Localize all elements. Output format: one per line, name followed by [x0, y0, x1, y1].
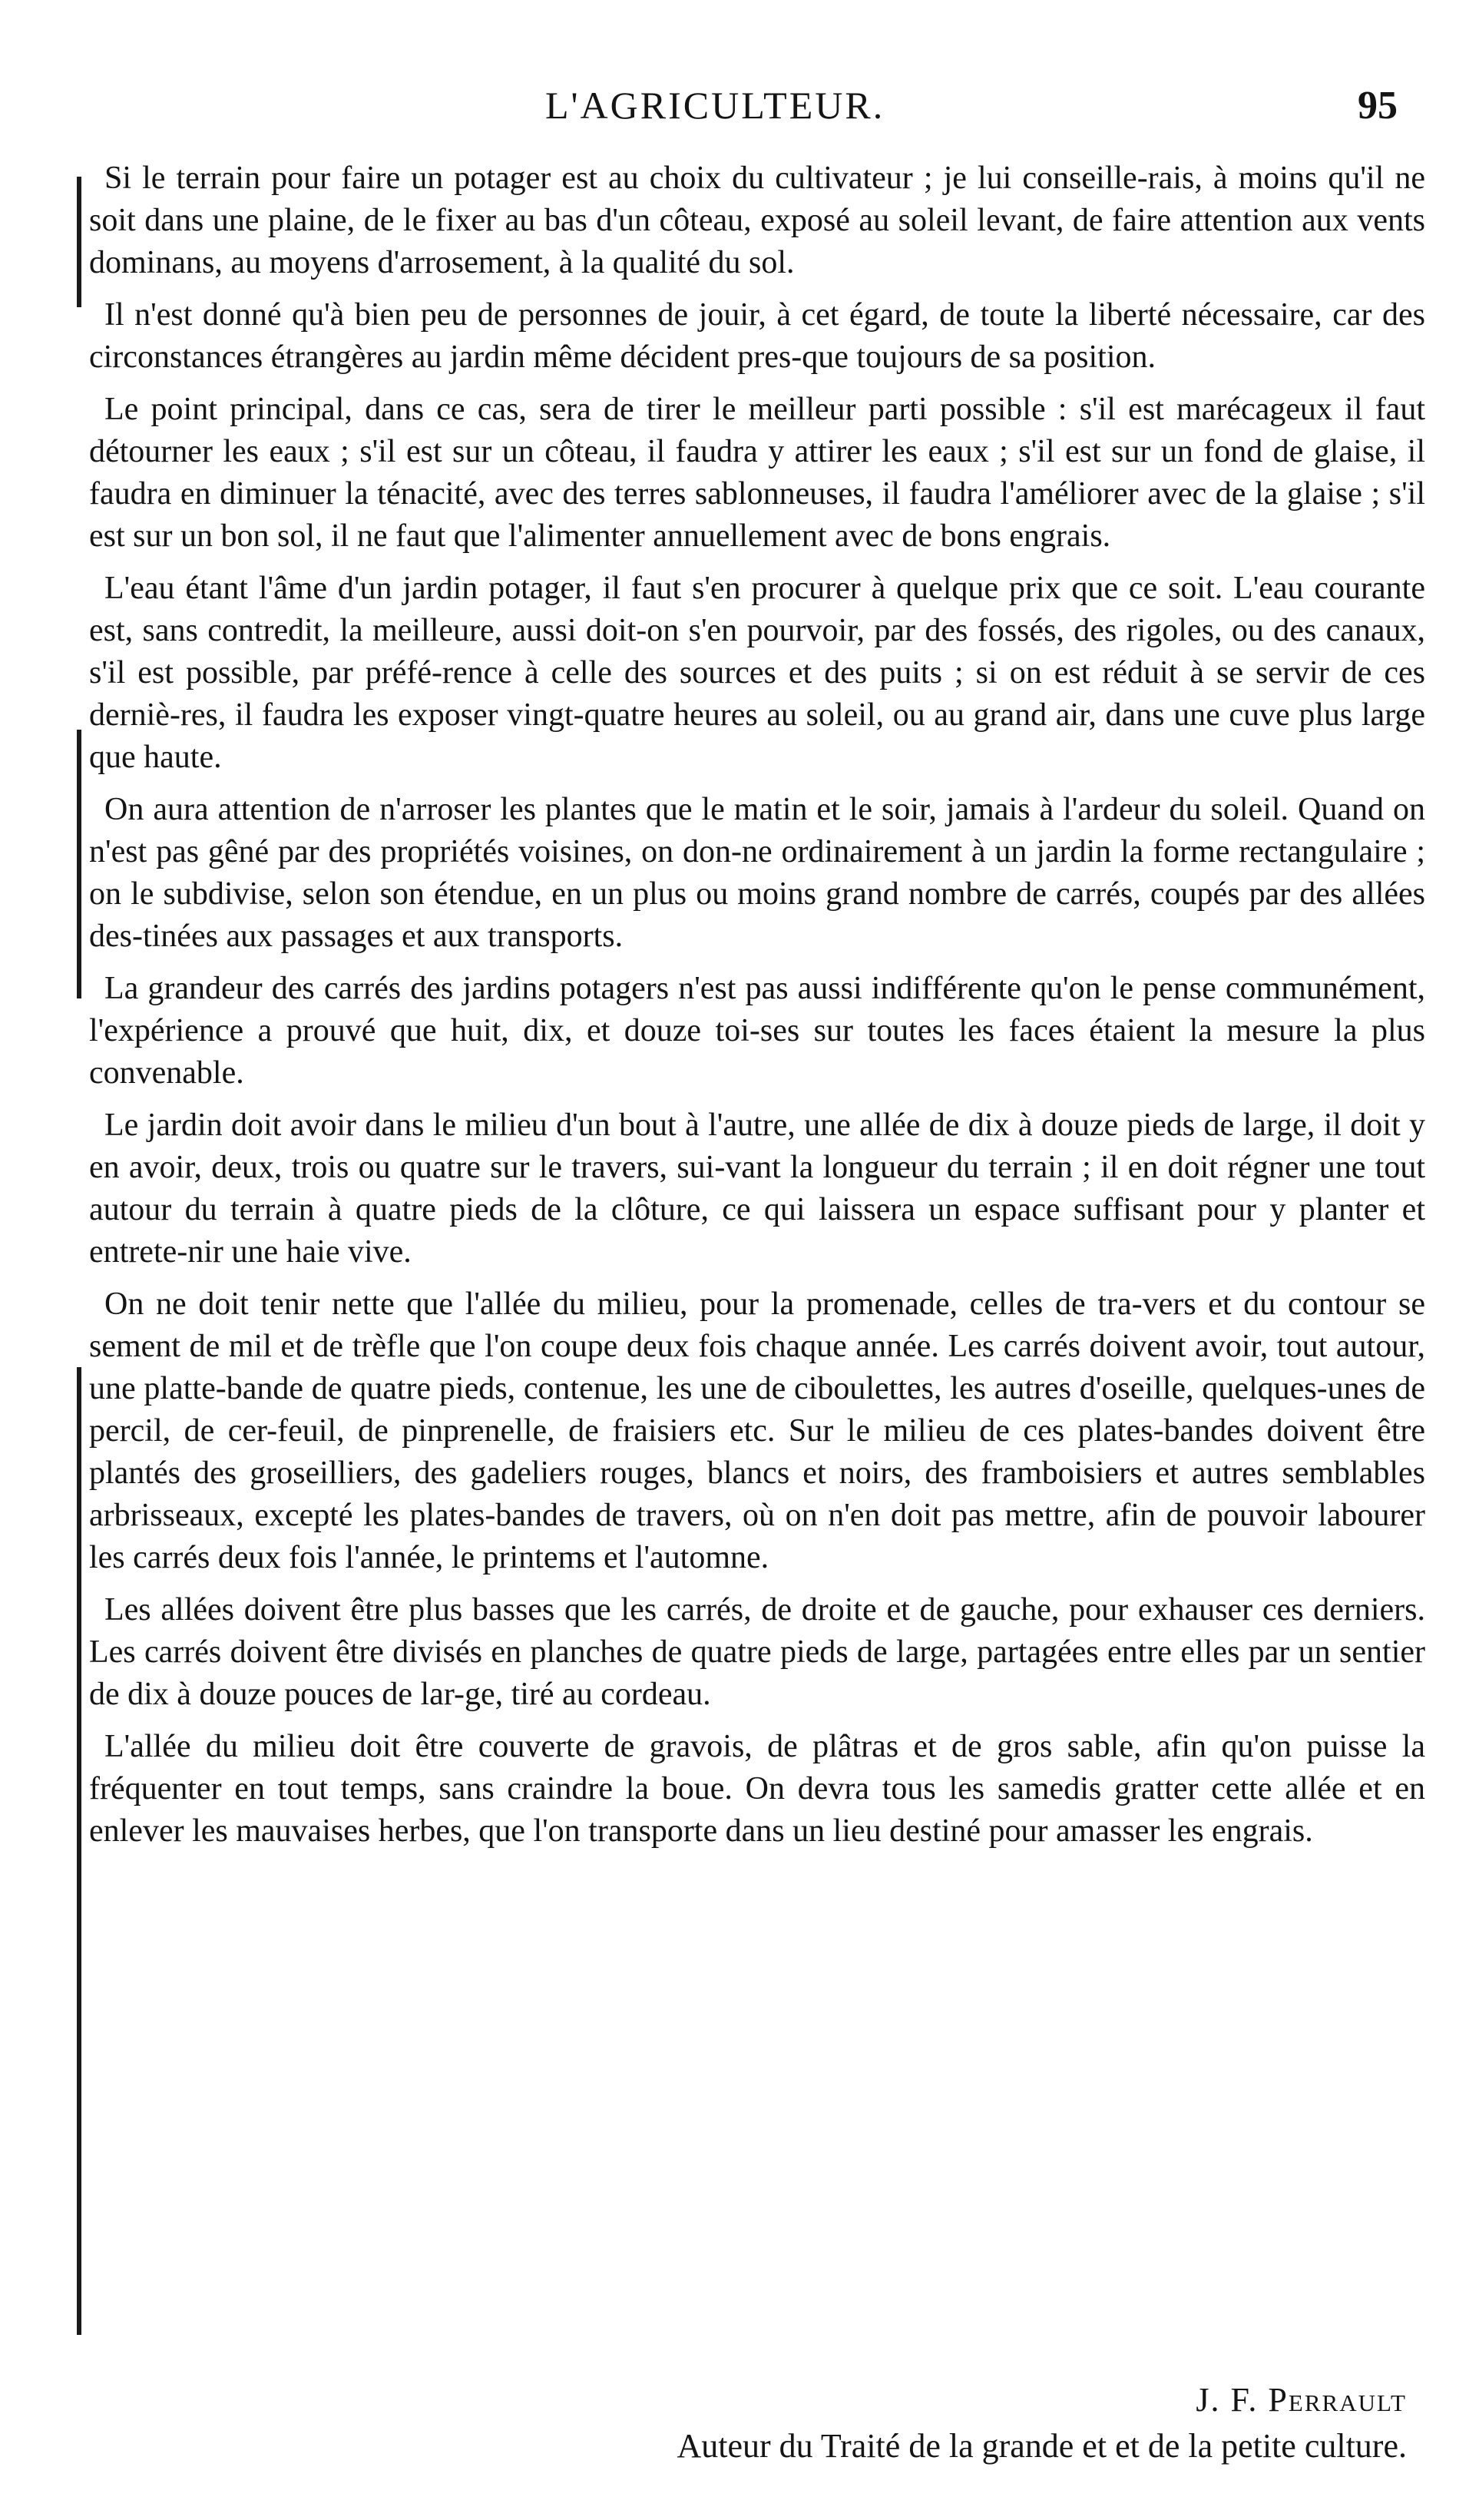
margin-rule: [77, 730, 81, 998]
article-body: [89, 157, 1425, 1863]
author-title: Auteur du Traité de la grande et et de la petite culture.: [677, 2427, 1407, 2465]
paragraph: Les allées doivent être plus basses que les carrés, de droite et de gauche, pour exhauser ces derniers. Les carrés doivent être divisés en planches de quatre pieds de large, partagées entre elles par un sentier de dix à douze pouces de lar-ge, tiré au cordeau.: [89, 1592, 1425, 1712]
paragraph: Le point principal, dans ce cas, sera de tirer le meilleur parti possible : s'il est marécageux il faut détourner les eaux ; s'il est sur un côteau, il faudra y attirer les eaux ; s'il est sur un fond de glaise, il faudra en diminuer la ténacité, avec des terres sablonneuses, il faudra l'améliorer avec de la glaise ; s'il est sur un bon sol, il ne faut que l'alimenter annuellement avec de bons engrais.: [89, 392, 1425, 554]
paragraph: On ne doit tenir nette que l'allée du milieu, pour la promenade, celles de tra-vers et du contour se sement de mil et de trèfle que l'on coupe deux fois chaque année. Les carrés doivent avoir, tout autour, une platte-bande de quatre pieds, contenue, les une de ciboulettes, les autres d'oseille, quelques-unes de percil, de cer-feuil, de pinprenelle, de fraisiers etc. Sur le milieu de ces plates-bandes doivent être plantés des groseilliers, des gadeliers rouges, blancs et noirs, des framboisiers et autres semblables arbrisseaux, excepté les plates-bandes de travers, où on n'en doit pas mettre, afin de pouvoir labourer les carrés deux fois l'année, le printems et l'automne.: [89, 1286, 1425, 1575]
margin-rule: [77, 177, 81, 307]
author-name: J. F. Perrault: [1196, 2381, 1407, 2419]
margin-rule: [77, 1367, 81, 2335]
paragraph: La grandeur des carrés des jardins potagers n'est pas aussi indifférente qu'on le pense communément, l'expérience a prouvé que huit, dix, et douze toi-ses sur toutes les faces étaient la mesure la plus convenable.: [89, 971, 1425, 1091]
paragraph: Si le terrain pour faire un potager est au choix du cultivateur ; je lui conseille-rais, à moins qu'il ne soit dans une plaine, de le fixer au bas d'un côteau, exposé au soleil levant, de faire attention aux vents dominans, au moyens d'arrosement, à la qualité du sol.: [89, 161, 1425, 280]
paragraph: Le jardin doit avoir dans le milieu d'un bout à l'autre, une allée de dix à douze pieds de large, il doit y en avoir, deux, trois ou quatre sur le travers, sui-vant la longueur du terrain ; il en doit régner une tout autour du terrain à quatre pieds de la clôture, ce qui laissera un espace suffisant pour y planter et entrete-nir une haie vive.: [89, 1108, 1425, 1270]
page-number: 95: [1358, 84, 1398, 127]
paragraph: Il n'est donné qu'à bien peu de personnes de jouir, à cet égard, de toute la liberté nécessaire, car des circonstances étrangères au jardin même décident pres-que toujours de sa position.: [89, 297, 1425, 375]
signature-block: [677, 2377, 1407, 2469]
paragraph: L'allée du milieu doit être couverte de gravois, de plâtras et de gros sable, afin qu'on puisse la fréquenter en tout temps, sans craindre la boue. On devra tous les samedis gratter cette allée et en enlever les mauvaises herbes, que l'on transporte dans un lieu destiné pour amasser les engrais.: [89, 1729, 1425, 1849]
running-title: L'AGRICULTEUR.: [545, 84, 885, 127]
paragraph: On aura attention de n'arroser les plantes que le matin et le soir, jamais à l'ardeur du soleil. Quand on n'est pas gêné par des propriétés voisines, on don-ne ordinairement à un jardin la forme rectangulaire ; on le subdivise, selon son étendue, en un plus ou moins grand nombre de carrés, coupés par des allées des-tinées aux passages et aux transports.: [89, 792, 1425, 954]
paragraph: L'eau étant l'âme d'un jardin potager, il faut s'en procurer à quelque prix que ce soit. L'eau courante est, sans contredit, la meilleure, aussi doit-on s'en pourvoir, par des fossés, des rigoles, ou des canaux, s'il est possible, par préfé-rence à celle des sources et des puits ; si on est réduit à se servir de ces derniè-res, il faudra les exposer vingt-quatre heures au soleil, ou au grand air, dans une cuve plus large que haute.: [89, 571, 1425, 775]
page-header: [0, 83, 1479, 144]
